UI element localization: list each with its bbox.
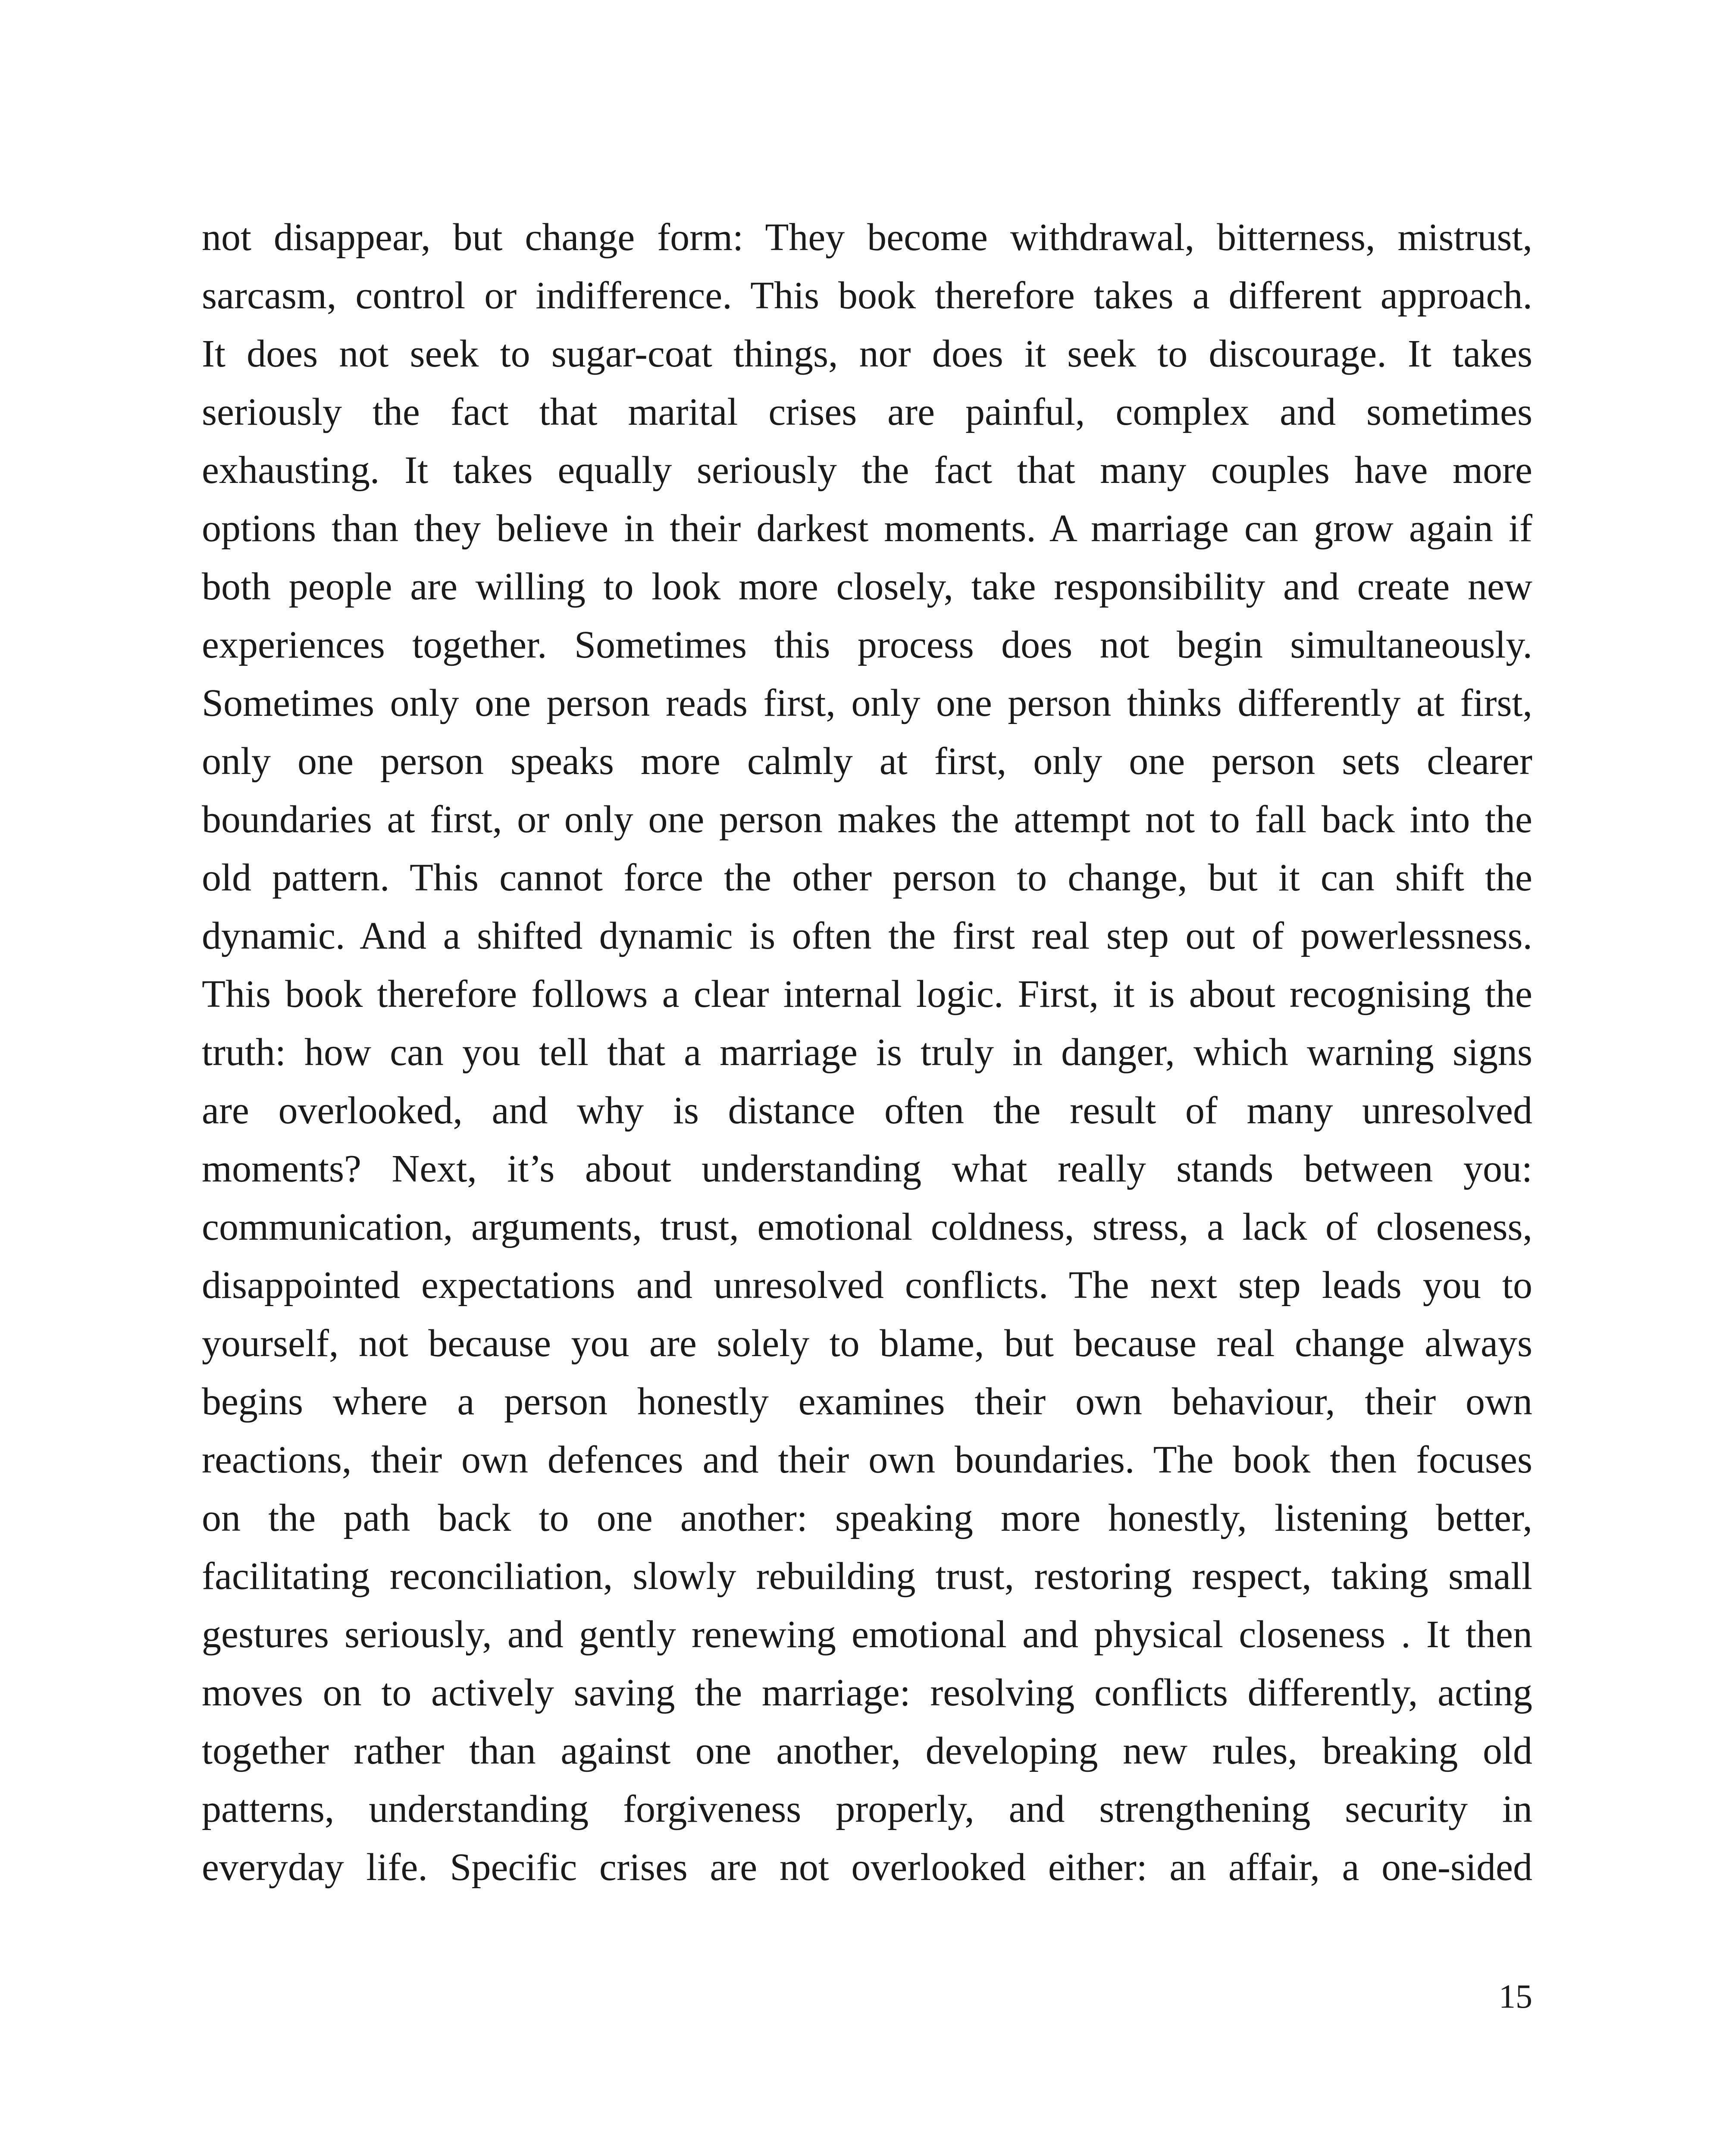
text-line: together rather than against one another, developing new rules, breaking old — [202, 1730, 1532, 1772]
text-line: only one person speaks more calmly at first, only one person sets clearer — [202, 740, 1532, 783]
text-line: everyday life. Specific crises are not overlooked either: an affair, a one-sided — [202, 1846, 1532, 1889]
text-line: It does not seek to sugar-coat things, nor does it seek to discourage. It takes — [202, 332, 1532, 375]
text-line: both people are willing to look more closely, take responsibility and create new — [202, 565, 1532, 608]
text-line: facilitating reconciliation, slowly rebuilding trust, restoring respect, taking small — [202, 1555, 1532, 1598]
text-line: old pattern. This cannot force the other person to change, but it can shift the — [202, 856, 1532, 899]
body-text — [202, 208, 1532, 1896]
text-line: disappointed expectations and unresolved conflicts. The next step leads you to — [202, 1264, 1532, 1307]
page-number: 15 — [1499, 1977, 1532, 2015]
text-line: not disappear, but change form: They become withdrawal, bitterness, mistrust, — [202, 216, 1532, 259]
text-line: exhausting. It takes equally seriously the fact that many couples have more — [202, 449, 1532, 492]
text-line: moments? Next, it’s about understanding what really stands between you: — [202, 1147, 1532, 1190]
text-line: reactions, their own defences and their own boundaries. The book then focuses — [202, 1438, 1532, 1481]
text-line: boundaries at first, or only one person makes the attempt not to fall back into the — [202, 798, 1532, 841]
text-line: communication, arguments, trust, emotional coldness, stress, a lack of closeness, — [202, 1206, 1532, 1248]
text-line: This book therefore follows a clear internal logic. First, it is about recognising the — [202, 973, 1532, 1015]
text-line: experiences together. Sometimes this process does not begin simultaneously. — [202, 624, 1532, 666]
text-line: moves on to actively saving the marriage: resolving conflicts differently, acting — [202, 1671, 1532, 1714]
text-line: gestures seriously, and gently renewing emotional and physical closeness . It then — [202, 1613, 1532, 1656]
text-line: patterns, understanding forgiveness properly, and strengthening security in — [202, 1788, 1532, 1830]
text-line: on the path back to one another: speaking more honestly, listening better, — [202, 1497, 1532, 1539]
text-line: truth: how can you tell that a marriage is truly in danger, which warning signs — [202, 1031, 1532, 1074]
text-line: dynamic. And a shifted dynamic is often the first real step out of powerlessness. — [202, 915, 1532, 957]
text-line: yourself, not because you are solely to blame, but because real change always — [202, 1322, 1532, 1365]
text-line: begins where a person honestly examines their own behaviour, their own — [202, 1380, 1532, 1423]
text-line: sarcasm, control or indifference. This book therefore takes a different approach. — [202, 274, 1532, 317]
text-line: options than they believe in their darkest moments. A marriage can grow again if — [202, 507, 1532, 550]
text-line: seriously the fact that marital crises are painful, complex and sometimes — [202, 391, 1532, 433]
text-line: Sometimes only one person reads first, only one person thinks differently at first, — [202, 682, 1532, 724]
text-line: are overlooked, and why is distance often the result of many unresolved — [202, 1089, 1532, 1132]
